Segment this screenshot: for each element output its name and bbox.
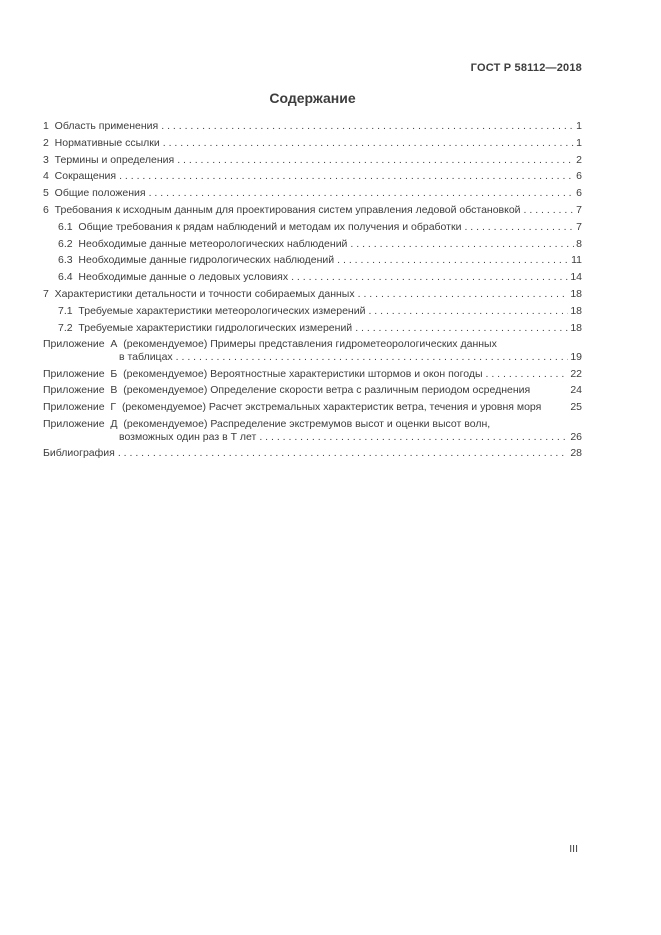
toc-entry-label: Приложение В (рекомендуемое) Определение скорости ветра с различным периодом осреднения [43, 384, 531, 397]
toc-entry [58, 238, 582, 251]
dot-leader [291, 271, 568, 284]
dot-leader [350, 238, 574, 251]
toc-entry-page: 8 [576, 237, 582, 250]
toc-entry-label: 7.1 Требуемые характеристики метеорологических измерений [58, 304, 366, 317]
toc-entry-label: Приложение Б (рекомендуемое) Вероятностные характеристики штормов и окон погоды [43, 367, 483, 380]
dot-leader [358, 288, 569, 301]
dot-leader [337, 254, 569, 267]
dot-leader [176, 351, 569, 364]
toc-entry [43, 154, 582, 167]
page-title: Содержание [269, 90, 356, 106]
toc-entry-label: 7 Характеристики детальности и точности собираемых данных [43, 287, 355, 300]
toc-entry-label: 2 Нормативные ссылки [43, 136, 160, 149]
toc-entry-page: 6 [576, 170, 582, 183]
dot-leader [368, 305, 568, 318]
toc-entry [58, 322, 582, 335]
toc-entry-page: 1 [576, 136, 582, 149]
toc-entry-page: 7 [576, 203, 582, 216]
toc-entry-page: 18 [570, 287, 582, 300]
toc-entry [43, 288, 582, 301]
dot-leader [486, 368, 569, 381]
toc-entry [58, 221, 582, 234]
table-of-contents [43, 120, 582, 460]
toc-entry [43, 401, 582, 414]
toc-entry [43, 384, 582, 397]
toc-entry-page: 2 [576, 153, 582, 166]
toc-entry [58, 305, 582, 318]
toc-entry-page: 11 [571, 254, 582, 267]
dot-leader [259, 431, 568, 444]
page-content [0, 0, 661, 460]
toc-entry-label: 1 Область применения [43, 120, 159, 132]
toc-entry [58, 271, 582, 284]
toc-entry-label: 3 Термины и определения [43, 153, 175, 166]
dot-leader [177, 154, 574, 167]
toc-entry-page: 18 [570, 321, 582, 334]
toc-entry-page: 24 [570, 384, 582, 397]
toc-entry-label: Приложение Г (рекомендуемое) Расчет экстремальных характеристик ветра, течения и уровня моря [43, 401, 542, 414]
toc-entry-label: в таблицах [119, 350, 173, 363]
page-number: III [569, 843, 578, 855]
toc-entry-page: 25 [570, 401, 582, 414]
toc-entry-page: 18 [570, 304, 582, 317]
toc-entry-page: 28 [570, 447, 582, 460]
toc-entry-label: возможных один раз в Т лет [119, 430, 257, 443]
toc-entry [43, 187, 582, 200]
toc-entry [43, 120, 582, 133]
toc-entry-label: Приложение А (рекомендуемое) Примеры представления гидрометеорологических данных [43, 338, 497, 351]
toc-entry-label: 5 Общие положения [43, 187, 146, 200]
dot-leader [161, 120, 574, 133]
toc-entry [43, 204, 582, 217]
toc-entry [43, 170, 582, 183]
dot-leader [149, 187, 575, 200]
toc-entry-label: Приложение Д (рекомендуемое) Распределение экстремумов высот и оценки высот волн, [43, 418, 491, 431]
toc-entry-page: 19 [570, 350, 582, 363]
toc-entry-label: 6.2 Необходимые данные метеорологических наблюдений [58, 237, 348, 250]
document-code: ГОСТ Р 58112—2018 [470, 62, 582, 74]
toc-entry [43, 338, 582, 363]
toc-entry-label: 6.4 Необходимые данные о ледовых условиях [58, 271, 289, 284]
toc-entry-label: 6.1 Общие требования к рядам наблюдений и методам их получения и обработки [58, 220, 462, 233]
toc-entry-page: 26 [570, 430, 582, 443]
dot-leader [464, 221, 574, 234]
toc-entry-label: 6 Требования к исходным данным для проектирования систем управления ледовой обстановкой [43, 203, 521, 216]
toc-entry-page: 22 [570, 367, 582, 380]
toc-entry [43, 368, 582, 381]
toc-entry-page: 6 [576, 187, 582, 200]
dot-leader [355, 322, 568, 335]
toc-entry-label: Библиография [43, 447, 115, 460]
toc-entry [43, 447, 582, 460]
dot-leader [524, 204, 575, 217]
dot-leader [163, 137, 574, 150]
toc-entry [43, 137, 582, 150]
toc-entry-page: 7 [576, 220, 582, 233]
toc-entry-page: 14 [570, 271, 582, 284]
toc-entry-label: 6.3 Необходимые данные гидрологических наблюдений [58, 254, 335, 267]
toc-entry-label: 4 Сокращения [43, 170, 117, 183]
toc-entry [58, 254, 582, 267]
toc-entry [43, 418, 582, 443]
toc-entry-label: 7.2 Требуемые характеристики гидрологических измерений [58, 321, 353, 334]
dot-leader [118, 447, 568, 460]
toc-entry-page: 1 [576, 120, 582, 132]
dot-leader [119, 170, 574, 183]
